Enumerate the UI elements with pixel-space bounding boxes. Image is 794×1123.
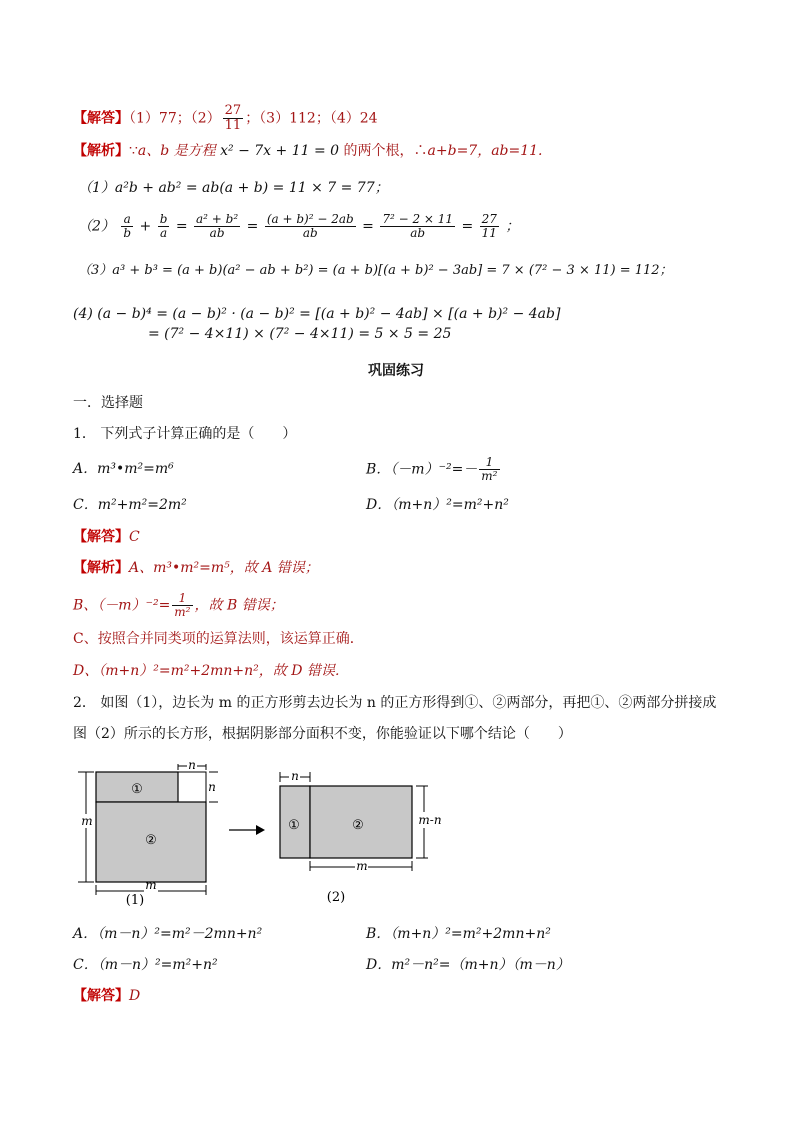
- frac-num: 1: [172, 592, 192, 606]
- arrow-icon: [229, 825, 265, 835]
- equals-sign: =: [362, 218, 374, 235]
- frac-den: a: [159, 226, 168, 240]
- fig2-part-1-label: ①: [288, 818, 300, 833]
- analysis-equation: x² − 7x + 11 = 0: [220, 143, 340, 159]
- fig2-caption: (2): [326, 890, 346, 905]
- q1-option-a[interactable]: A．m³•m²=m⁶: [73, 461, 174, 477]
- answer-tag: 【解答】: [73, 988, 129, 1004]
- fig1-cut-outline: [178, 772, 206, 802]
- q1-analysis-b: [73, 592, 284, 619]
- fig2-label-n-top: n: [291, 769, 299, 783]
- option-b-fraction: [479, 456, 499, 483]
- step-2-frac-4: [265, 213, 356, 240]
- equals-sign: =: [246, 218, 259, 235]
- equals-sign: =: [175, 218, 188, 235]
- q2-option-b[interactable]: B．（m+n）²=m²+2mn+n²: [366, 926, 551, 942]
- frac-num: 7² − 2 × 11: [382, 212, 454, 226]
- q2-figures: [0, 758, 794, 908]
- fig2-label-m-bottom: m: [356, 859, 368, 873]
- analysis-text-c: 的两个根，∴: [339, 143, 428, 159]
- figure-1: [78, 758, 218, 908]
- frac-num: a² + b²: [196, 212, 239, 226]
- q2-option-a[interactable]: A．（m－n）²=m²－2mn+n²: [73, 926, 263, 942]
- analysis-b-fraction: [172, 592, 192, 619]
- step-2-frac-2: [158, 213, 170, 240]
- fig1-part-2-label: ②: [145, 833, 157, 848]
- answer-fraction: [223, 104, 244, 133]
- frac-num: a: [121, 213, 133, 227]
- plus-sign: +: [139, 218, 152, 235]
- answer-tag: 【解答】: [73, 529, 129, 545]
- frac-num: b: [159, 212, 168, 226]
- semicolon: ；: [505, 218, 520, 235]
- frac-den: m²: [481, 469, 498, 483]
- q1-analysis-a: [73, 559, 319, 577]
- option-b-text: B．（－m）⁻²=－: [366, 461, 478, 478]
- step-2-frac-5: [380, 213, 455, 240]
- fig1-caption: (1): [125, 893, 145, 908]
- fig2-part-2-label: ②: [352, 818, 364, 833]
- frac-den: ab: [209, 226, 225, 240]
- frac-num: 27: [481, 212, 497, 226]
- step-4-line-1: (4) (a − b)⁴ = (a − b)² · (a − b)² = [(a + b)² − 4ab] × [(a + b)² − 4ab]: [73, 306, 561, 322]
- analysis-text-d: a+b=7，ab=11.: [427, 143, 543, 159]
- analysis-because: ∵: [129, 143, 138, 159]
- fig2-label-m-n: m-n: [418, 813, 442, 827]
- answer-value: D: [129, 988, 141, 1004]
- analysis-b-text: B、（－m）⁻²=: [73, 597, 171, 614]
- analysis-line-top: [73, 142, 543, 160]
- equals-sign: =: [461, 218, 474, 235]
- answer-text-1: （1）77；（2）: [129, 110, 221, 127]
- fraction-numerator: 27: [224, 103, 242, 118]
- answer-text-2: ；（3）112；（4）24: [245, 110, 378, 127]
- step-2-label: （2）: [78, 218, 115, 235]
- fig1-label-m-side: m: [81, 814, 93, 828]
- answer-tag: 【解答】: [73, 110, 129, 127]
- frac-den: 11: [481, 226, 497, 240]
- step-2: [78, 213, 519, 240]
- q1-analysis-c: C、按照合并同类项的运算法则，该运算正确．: [73, 631, 364, 647]
- q2-option-d[interactable]: D．m²－n²=（m+n）（m－n）: [366, 957, 570, 973]
- frac-den: b: [123, 226, 132, 240]
- figure-2: [280, 769, 442, 905]
- fig1-label-n-top: n: [188, 758, 196, 772]
- q1-stem: 1． 下列式子计算正确的是（ ）: [73, 426, 297, 442]
- step-4-line-2: = (7² − 4×11) × (7² − 4×11) = 5 × 5 = 25: [148, 326, 452, 342]
- analysis-a: A、m³•m²=m⁵，故 A 错误；: [129, 560, 319, 576]
- q2-stem-line-1: 2． 如图（1），边长为 m 的正方形剪去边长为 n 的正方形得到①、②两部分，再把①、②两部分拼接成: [73, 695, 717, 711]
- analysis-b-tail: ，故 B 错误；: [194, 597, 284, 614]
- frac-den: m²: [174, 605, 191, 619]
- analysis-tag: 【解析】: [73, 560, 129, 576]
- frac-num: 1: [479, 456, 499, 470]
- fig1-label-n-side: n: [208, 780, 216, 794]
- q1-answer: [73, 528, 140, 546]
- frac-num: (a + b)² − 2ab: [266, 212, 354, 226]
- fraction-denominator: 11: [224, 118, 242, 133]
- q1-analysis-d: D、（m+n）²=m²+2mn+n²，故 D 错误．: [73, 663, 349, 679]
- step-1: （1）a²b + ab² = ab(a + b) = 11 × 7 = 77；: [78, 180, 389, 196]
- q2-option-c[interactable]: C．（m－n）²=m²+n²: [73, 957, 218, 973]
- answer-line-top: [73, 104, 378, 133]
- frac-den: ab: [302, 226, 318, 240]
- q2-stem-line-2: 图（2）所示的长方形，根据阴影部分面积不变，你能验证以下哪个结论（ ）: [73, 726, 572, 742]
- analysis-text-b: a、b 是方程: [137, 143, 221, 159]
- answer-value: C: [129, 529, 140, 545]
- fig1-part-1-label: ①: [131, 782, 143, 797]
- frac-den: ab: [410, 226, 426, 240]
- section-subtitle: 一．选择题: [73, 395, 143, 411]
- q1-option-d[interactable]: D．（m+n）²=m²+n²: [366, 497, 509, 513]
- q2-answer: [73, 987, 140, 1005]
- step-3: （3）a³ + b³ = (a + b)(a² − ab + b²) = (a + b)[(a + b)² − 3ab] = 7 × (7² − 3 × 11) = 112；: [78, 263, 673, 278]
- step-2-frac-6: [480, 213, 499, 240]
- q1-option-c[interactable]: C．m²+m²=2m²: [73, 497, 187, 513]
- q1-option-b[interactable]: [366, 456, 502, 483]
- fig1-label-m-bottom: m: [145, 878, 157, 892]
- step-2-frac-3: [194, 213, 240, 240]
- analysis-tag: 【解析】: [73, 143, 129, 159]
- step-2-frac-1: [121, 213, 133, 240]
- section-title: 巩固练习: [368, 363, 424, 379]
